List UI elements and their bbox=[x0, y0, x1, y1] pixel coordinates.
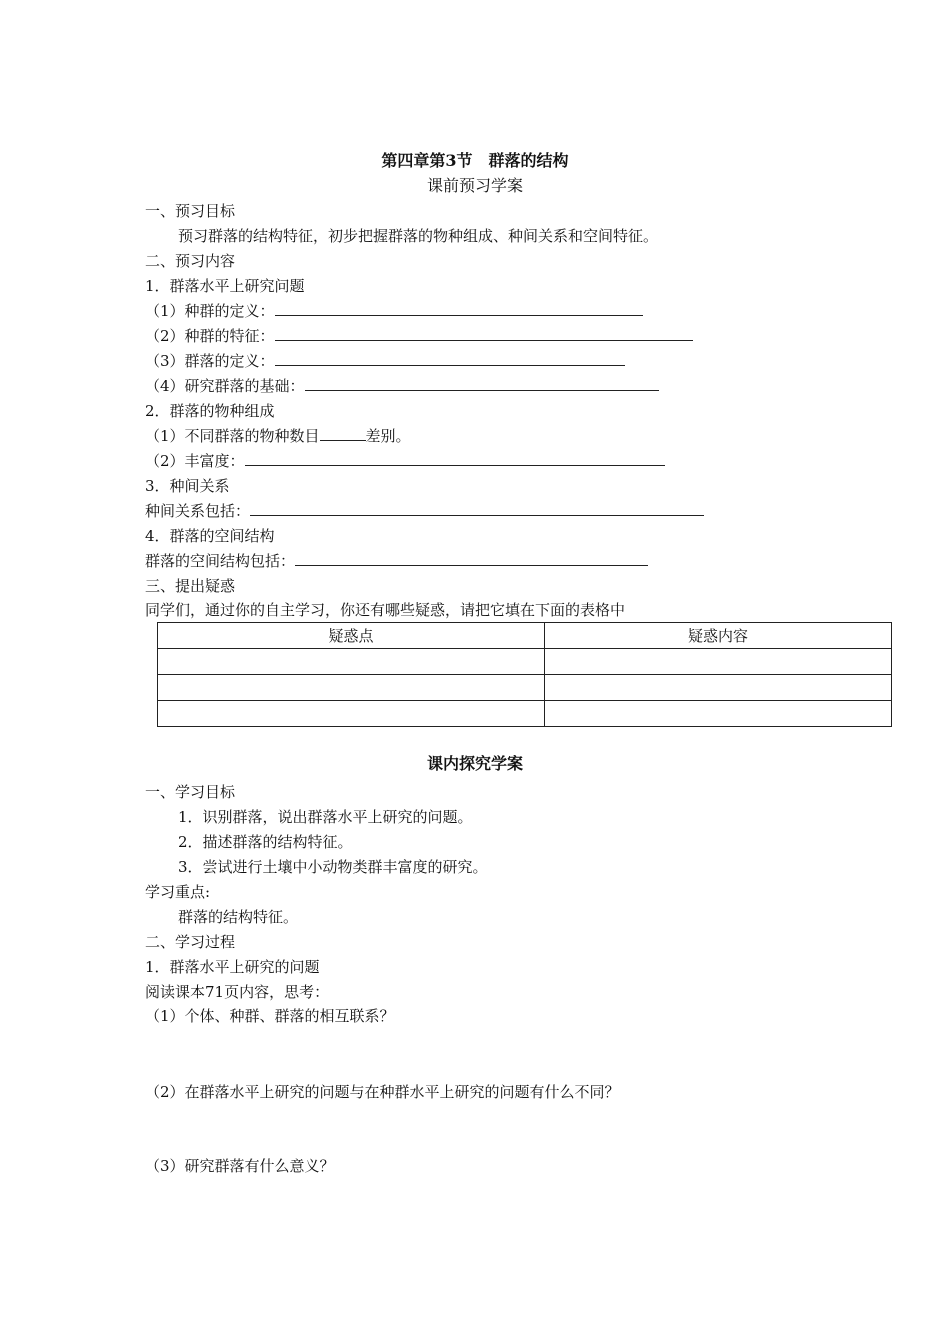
table-cell[interactable] bbox=[158, 675, 545, 701]
answer-blank[interactable] bbox=[320, 426, 366, 441]
question-line bbox=[145, 351, 625, 371]
table-header-cell: 疑惑内容 bbox=[545, 623, 892, 649]
table-row bbox=[158, 649, 892, 675]
question-line bbox=[145, 376, 659, 396]
section-heading: 一、预习目标 bbox=[145, 202, 236, 220]
question-text: （1）个体、种群、群落的相互联系？ bbox=[145, 1007, 395, 1025]
key-heading: 学习重点: bbox=[145, 883, 211, 901]
answer-blank[interactable] bbox=[275, 301, 643, 316]
question-line bbox=[145, 326, 693, 346]
question-line bbox=[145, 301, 643, 321]
table-header-row bbox=[158, 623, 892, 649]
question-label: （1）不同群落的物种数目 bbox=[145, 427, 320, 445]
goal-text: 预习群落的结构特征，初步把握群落的物种组成、种间关系和空间特征。 bbox=[178, 227, 659, 245]
table-cell[interactable] bbox=[545, 649, 892, 675]
item-heading: 1．群落水平上研究问题 bbox=[145, 277, 305, 295]
question-label: （1）种群的定义： bbox=[145, 302, 275, 320]
question-text: （3）研究群落有什么意义？ bbox=[145, 1157, 335, 1175]
answer-blank[interactable] bbox=[245, 451, 665, 466]
section-text: 同学们，通过你的自主学习，你还有哪些疑惑，请把它填在下面的表格中 bbox=[145, 601, 626, 619]
table-row bbox=[158, 701, 892, 727]
page-title: 第四章第3节 群落的结构 bbox=[381, 151, 569, 170]
question-line bbox=[145, 551, 648, 571]
question-text: （2）在群落水平上研究的问题与在种群水平上研究的问题有什么不同？ bbox=[145, 1083, 620, 1101]
question-table bbox=[157, 622, 892, 727]
question-label: 种间关系包括： bbox=[145, 502, 251, 520]
reading-instruction: 阅读课本71页内容，思考： bbox=[145, 983, 330, 1001]
item-heading: 1．群落水平上研究的问题 bbox=[145, 958, 320, 976]
answer-blank[interactable] bbox=[305, 376, 659, 391]
question-label: （3）群落的定义： bbox=[145, 352, 275, 370]
question-label: （4）研究群落的基础： bbox=[145, 377, 305, 395]
section-heading: 二、学习过程 bbox=[145, 933, 236, 951]
goal-text-part: 富度的研究。 bbox=[397, 858, 488, 876]
item-heading: 4．群落的空间结构 bbox=[145, 527, 275, 545]
question-line bbox=[145, 501, 704, 521]
table-cell[interactable] bbox=[158, 649, 545, 675]
question-line bbox=[145, 426, 411, 446]
table-cell[interactable] bbox=[545, 701, 892, 727]
section-heading: 二、预习内容 bbox=[145, 252, 236, 270]
question-label: 差别。 bbox=[365, 427, 411, 445]
question-label: 群落的空间结构包括： bbox=[145, 552, 296, 570]
goal-item: 1．识别群落，说出群落水平上研究的问题。 bbox=[178, 808, 473, 826]
table-header-cell: 疑惑点 bbox=[158, 623, 545, 649]
page-subtitle: 课前预习学案 bbox=[426, 176, 523, 195]
item-heading: 3．种间关系 bbox=[145, 477, 230, 495]
section-title: 课内探究学案 bbox=[426, 754, 523, 773]
goal-item bbox=[178, 857, 488, 877]
question-label: （2）种群的特征： bbox=[145, 327, 275, 345]
item-heading: 2．群落的物种组成 bbox=[145, 402, 275, 420]
answer-blank[interactable] bbox=[275, 326, 693, 341]
table-row bbox=[158, 675, 892, 701]
section-heading: 三、提出疑惑 bbox=[145, 577, 236, 595]
section-heading: 一、学习目标 bbox=[145, 783, 236, 801]
table-cell[interactable] bbox=[545, 675, 892, 701]
answer-blank[interactable] bbox=[275, 351, 625, 366]
answer-blank[interactable] bbox=[250, 501, 704, 516]
table-cell[interactable] bbox=[158, 701, 545, 727]
key-text: 群落的结构特征。 bbox=[178, 908, 299, 926]
question-line bbox=[145, 451, 665, 471]
goal-item: 2．描述群落的结构特征。 bbox=[178, 833, 353, 851]
question-label: （2）丰富度： bbox=[145, 452, 245, 470]
goal-text-part: 3．尝试进行土壤中小动物类群丰 bbox=[178, 858, 398, 876]
answer-blank[interactable] bbox=[295, 551, 648, 566]
